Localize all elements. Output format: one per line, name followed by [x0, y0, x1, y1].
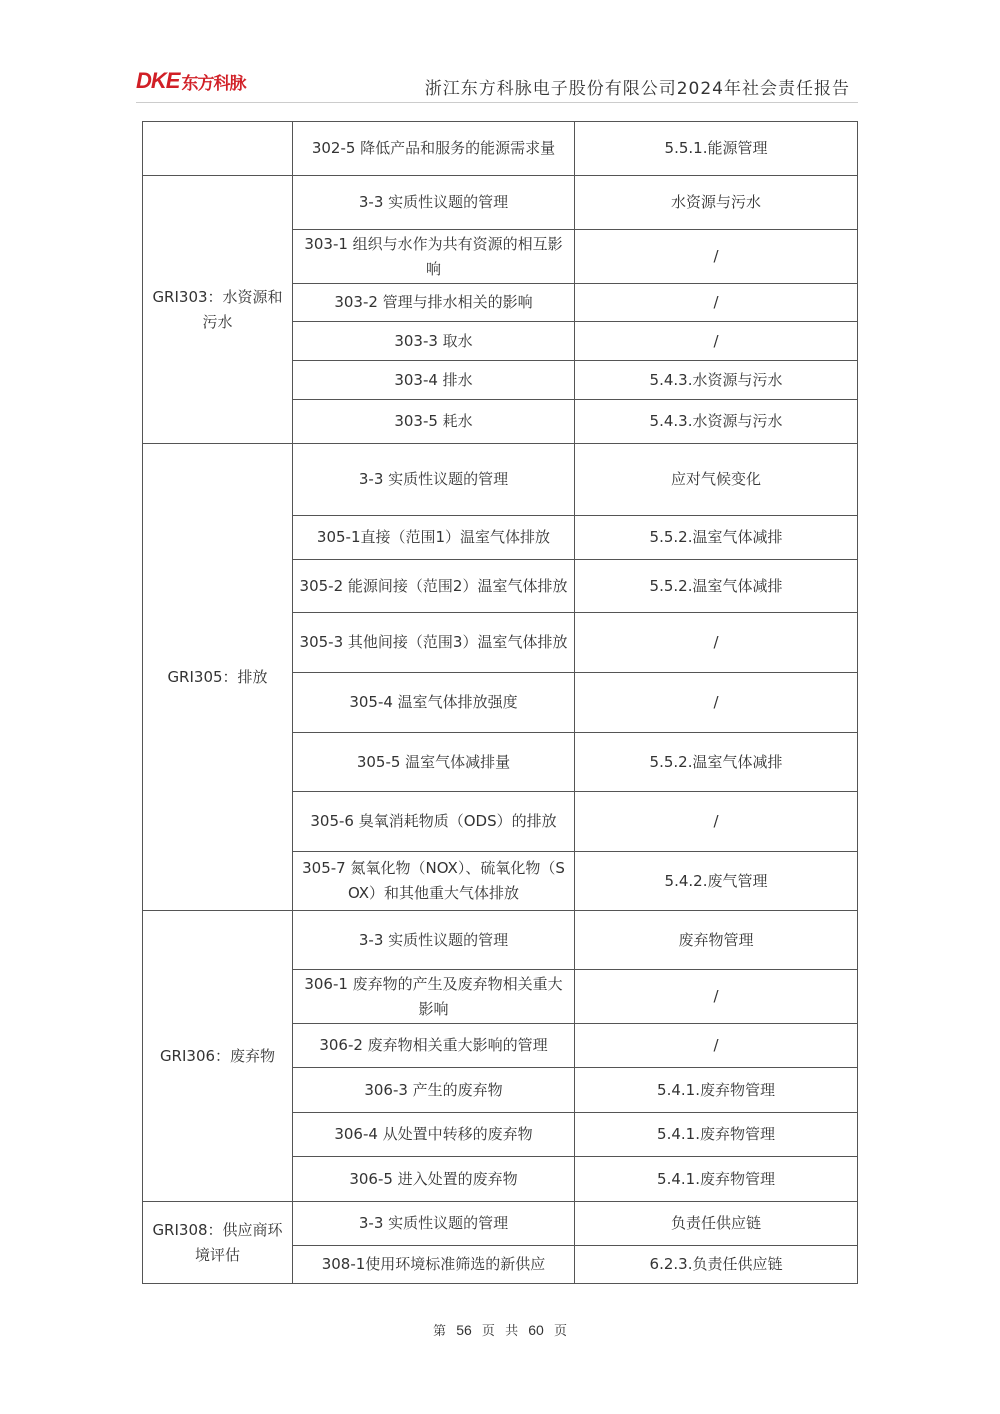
disclosure-cell: 305-5 温室气体减排量 — [293, 733, 575, 792]
category-cell: GRI308：供应商环境评估 — [143, 1202, 293, 1284]
footer-prefix: 第 — [433, 1324, 447, 1339]
reference-cell: 应对气候变化 — [575, 444, 858, 516]
disclosure-cell: 305-6 臭氧消耗物质（ODS）的排放 — [293, 792, 575, 852]
page-header — [0, 0, 1000, 104]
footer-page-label: 页 — [481, 1324, 495, 1339]
table-row — [143, 1202, 858, 1246]
disclosure-cell: 303-2 管理与排水相关的影响 — [293, 284, 575, 322]
reference-cell: 5.4.1.废弃物管理 — [575, 1113, 858, 1157]
table-row — [143, 911, 858, 970]
reference-cell: / — [575, 970, 858, 1024]
logo-chinese-name: 东方科脉 — [181, 73, 246, 94]
footer-suffix: 页 — [553, 1324, 567, 1339]
category-cell: GRI305：排放 — [143, 444, 293, 911]
disclosure-cell: 306-2 废弃物相关重大影响的管理 — [293, 1024, 575, 1068]
reference-cell: 5.5.1.能源管理 — [575, 122, 858, 176]
current-page-number: 56 — [456, 1322, 472, 1338]
table-row — [143, 122, 858, 176]
total-page-number: 60 — [528, 1322, 544, 1338]
footer-total-label: 共 — [505, 1324, 519, 1339]
reference-cell: 6.2.3.负责任供应链 — [575, 1246, 858, 1284]
reference-cell: / — [575, 322, 858, 361]
logo-mark: DKE — [136, 68, 180, 93]
reference-cell: 负责任供应链 — [575, 1202, 858, 1246]
disclosure-cell: 308-1使用环境标准筛选的新供应 — [293, 1246, 575, 1284]
company-logo — [136, 68, 245, 94]
reference-cell: / — [575, 792, 858, 852]
category-cell: GRI303：水资源和污水 — [143, 176, 293, 444]
header-divider — [136, 102, 858, 103]
disclosure-cell: 305-3 其他间接（范围3）温室气体排放 — [293, 613, 575, 673]
disclosure-cell: 305-7 氮氧化物（NOX）、硫氧化物（SOX）和其他重大气体排放 — [293, 852, 575, 911]
disclosure-cell: 306-5 进入处置的废弃物 — [293, 1157, 575, 1202]
reference-cell: / — [575, 1024, 858, 1068]
disclosure-cell: 303-1 组织与水作为共有资源的相互影响 — [293, 230, 575, 284]
reference-cell: / — [575, 613, 858, 673]
reference-cell: / — [575, 230, 858, 284]
disclosure-cell: 302-5 降低产品和服务的能源需求量 — [293, 122, 575, 176]
reference-cell: 5.4.1.废弃物管理 — [575, 1157, 858, 1202]
report-title: 浙江东方科脉电子股份有限公司2024年社会责任报告 — [424, 79, 850, 99]
reference-cell: 废弃物管理 — [575, 911, 858, 970]
disclosure-cell: 305-4 温室气体排放强度 — [293, 673, 575, 733]
disclosure-cell: 3-3 实质性议题的管理 — [293, 911, 575, 970]
reference-cell: / — [575, 673, 858, 733]
reference-cell: 5.4.3.水资源与污水 — [575, 361, 858, 400]
disclosure-cell: 303-3 取水 — [293, 322, 575, 361]
page-footer — [0, 1320, 1000, 1339]
disclosure-cell: 306-3 产生的废弃物 — [293, 1068, 575, 1113]
table-row — [143, 176, 858, 230]
disclosure-cell: 305-2 能源间接（范围2）温室气体排放 — [293, 560, 575, 613]
gri-index-table — [142, 121, 858, 1284]
disclosure-cell: 306-1 废弃物的产生及废弃物相关重大影响 — [293, 970, 575, 1024]
category-cell: GRI306：废弃物 — [143, 911, 293, 1202]
reference-cell: 5.5.2.温室气体减排 — [575, 733, 858, 792]
disclosure-cell: 305-1直接（范围1）温室气体排放 — [293, 516, 575, 560]
disclosure-cell: 306-4 从处置中转移的废弃物 — [293, 1113, 575, 1157]
reference-cell: 5.4.2.废气管理 — [575, 852, 858, 911]
disclosure-cell: 303-4 排水 — [293, 361, 575, 400]
reference-cell: 5.4.3.水资源与污水 — [575, 400, 858, 444]
reference-cell: / — [575, 284, 858, 322]
table-row — [143, 444, 858, 516]
reference-cell: 水资源与污水 — [575, 176, 858, 230]
disclosure-cell: 3-3 实质性议题的管理 — [293, 444, 575, 516]
reference-cell: 5.4.1.废弃物管理 — [575, 1068, 858, 1113]
disclosure-cell: 3-3 实质性议题的管理 — [293, 176, 575, 230]
reference-cell: 5.5.2.温室气体减排 — [575, 516, 858, 560]
disclosure-cell: 303-5 耗水 — [293, 400, 575, 444]
disclosure-cell: 3-3 实质性议题的管理 — [293, 1202, 575, 1246]
reference-cell: 5.5.2.温室气体减排 — [575, 560, 858, 613]
category-cell — [143, 122, 293, 176]
